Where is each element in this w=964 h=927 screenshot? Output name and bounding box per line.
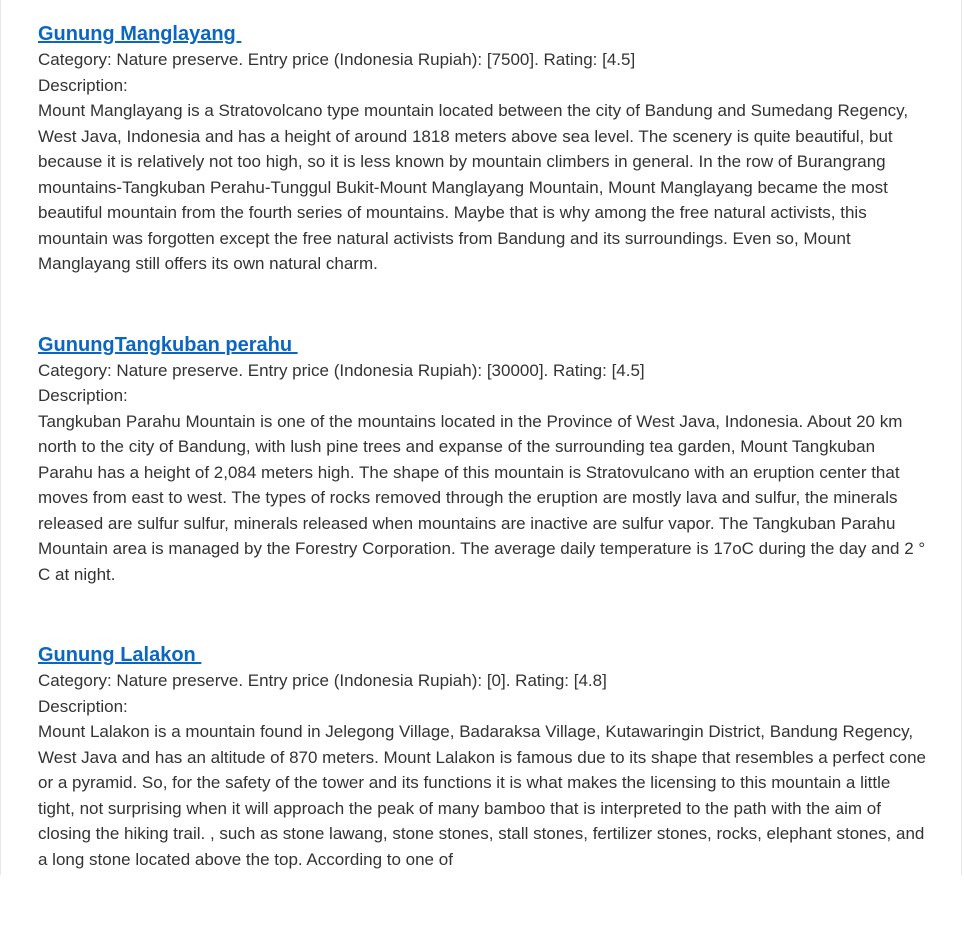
description-label: Description:	[38, 75, 128, 95]
attraction-meta: Category: Nature preserve. Entry price (Indonesia Rupiah): [30000]. Rating: [4.5]	[38, 360, 645, 380]
attraction-entry	[38, 642, 928, 872]
attraction-title-link[interactable]: GunungTangkuban perahu	[38, 333, 298, 356]
attraction-meta: Category: Nature preserve. Entry price (Indonesia Rupiah): [7500]. Rating: [4.5]	[38, 50, 636, 69]
attraction-description: Mount Manglayang is a Stratovolcano type mountain located between the city of Bandung and Sumedang Regency, West Java, Indonesia and has a height of around 1818 meters above sea level. The scenery is quite beautiful, but because it is relatively not too high, so it is less known by mountain climbers in general. In the row of Burangrang mountains-Tangkuban Perahu-Tunggul Bukit-Mount Manglayang Mountain, Mount Manglayang became the most beautiful mountain from the fourth series of mountains. Maybe that is why among the free natural activists, this mountain was forgotten except the free natural activists from Bandung and its surroundings. Even so, Mount Manglayang still offers its own natural charm.	[38, 101, 909, 273]
attraction-list	[38, 21, 928, 927]
attraction-entry	[38, 332, 928, 588]
description-label: Description:	[38, 696, 128, 716]
attraction-description: Mount Lalakon is a mountain found in Jelegong Village, Badaraksa Village, Kutawaringin District, Bandung Regency, West Java and has an altitude of 870 meters. Mount Lalakon is famous due to its shape that resembles a perfect cone or a pyramid. So, for the safety of the tower and its functions it is what makes the licensing to this mountain a little tight, not surprising when it will approach the peak of many bamboo that is interpreted to the path with the aim of closing the hiking trail. , such as stone lawang, stone stones, stall stones, fertilizer stones, rocks, elephant stones, and a long stone located above the top. According to one of	[38, 722, 926, 869]
attraction-entry	[38, 21, 928, 277]
attraction-meta: Category: Nature preserve. Entry price (Indonesia Rupiah): [0]. Rating: [4.8]	[38, 671, 607, 690]
attraction-title-link[interactable]: Gunung Manglayang	[38, 23, 242, 45]
description-label: Description:	[38, 386, 128, 405]
attraction-title-link[interactable]: Gunung Lalakon	[38, 644, 202, 666]
attraction-description: Tangkuban Parahu Mountain is one of the mountains located in the Province of West Java, Indonesia. About 20 km north to the city of Bandung, with lush pine trees and expanse of the surrounding tea garden, Mount Tangkuban Parahu has a height of 2,084 meters high. The shape of this mountain is Stratovulcano with an eruption center that moves from east to west. The types of rocks removed through the eruption are mostly lava and sulfur, the minerals released are sulfur sulfur, minerals released when mountains are inactive are sulfur vapor. The Tangkuban Parahu Mountain area is managed by the Forestry Corporation. The average daily temperature is 17oC during the day and 2 ° C at night.	[38, 411, 926, 584]
